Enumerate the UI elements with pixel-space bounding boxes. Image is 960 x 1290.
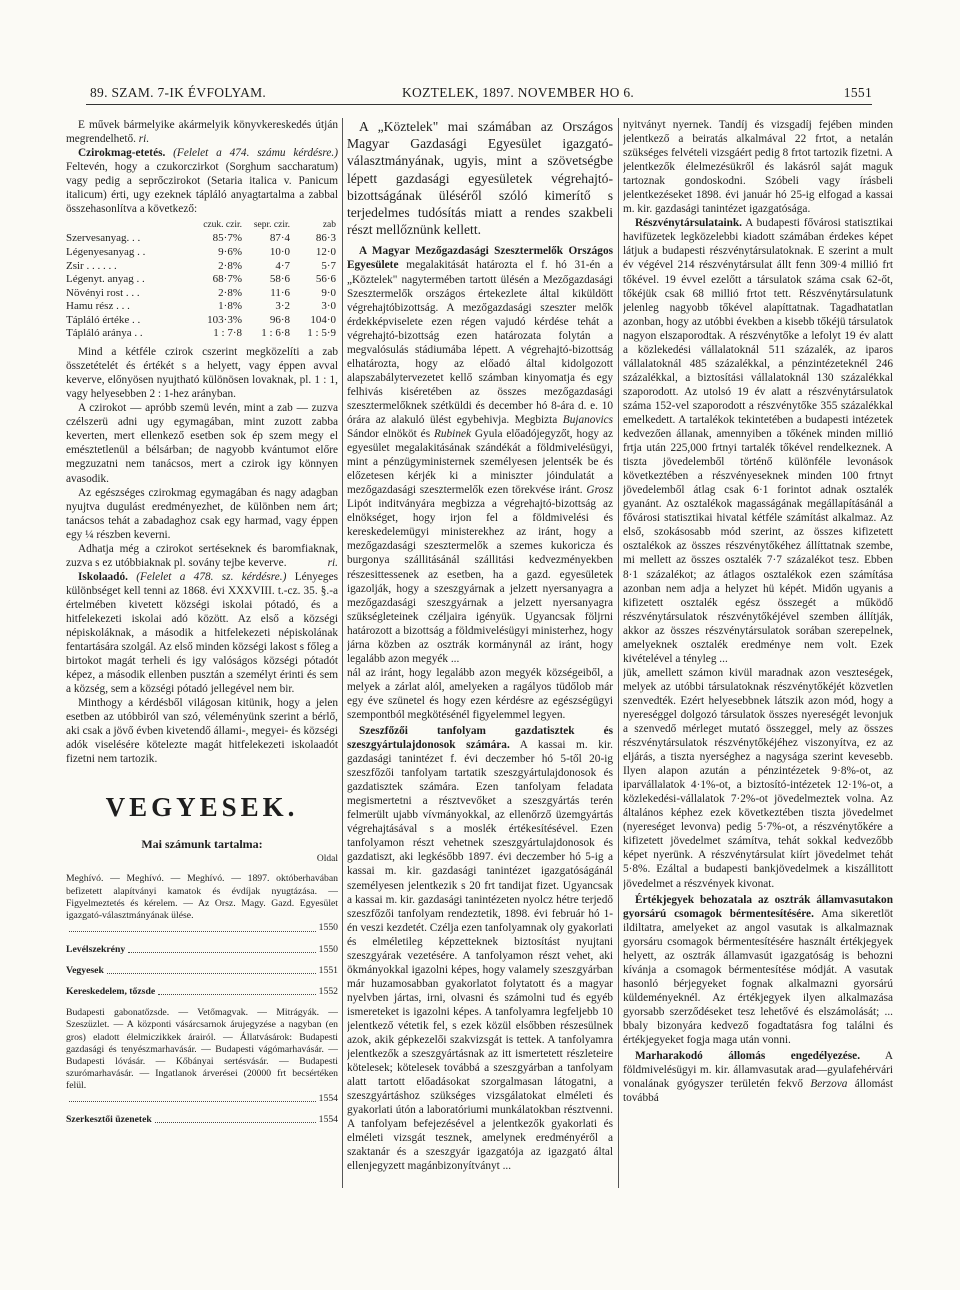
table-row: Növényi rost . . . 2·8% 11·6 9·0 bbox=[66, 286, 336, 299]
table-row: Légenyt. anyag . . 68·7% 58·6 56·6 bbox=[66, 273, 336, 286]
toc-entry: Vegyesek 1551 bbox=[66, 964, 338, 976]
paragraph: Mind a kétféle czirok cszerint megközelíti a zab összetételét és értékét s a helyett, vagy éppen avval keverve, előnyösen nyujtható különösen lovaknak, pl. 1 : 1, vagy helyesebben 2 : 1-hez arányban. bbox=[66, 346, 338, 401]
article-ertekjegyek: Értékjegyek behozatala az osztrák államvasutakon gyorsárú csomagok bérmentesítésére. Ama sikeretlöt ildiltatra, amelyeket az angol vasutak is alkalmaznak gyorsáru csomagok bérmentesítésére használt értékjegyek helyett, az osztrák államvasút igazgatóság is behozni kívánja a csomagok bérmentesítése módját. A vasutak hasonló bérjegyeket fognak alkalmazni gyorsárú küldeményeknél. Az értékjegyek ilyen alkalmazása gyorsabb szerződéseket tesz lehetővé és elszámolását; ... bbaly bizonyára kedvező fogadtatásra fog találni és értékjegyeket fogja maga után vonni. bbox=[623, 893, 893, 1047]
section-title: Marharakodó állomás engedélyezése. bbox=[635, 1050, 861, 1063]
page-number: 1551 bbox=[843, 85, 872, 100]
paragraph: Adhatja még a czirokot sertéseknek és baromfiaknak, zuzva s ez utóbbiaknak pl. sovány tejbe keverve. ri. bbox=[66, 542, 338, 569]
paragraph: E művek bármelyike akármelyik könyvkereskedés útján megrendelhető. ri. bbox=[66, 119, 338, 146]
toc-entry: Kereskedelem, tőzsde 1552 bbox=[66, 985, 338, 997]
section-title: Részvénytársulataink. bbox=[635, 217, 743, 230]
page-header bbox=[86, 82, 872, 105]
paragraph: Az egészséges czirokmag egymagában és nagy adagban nyujtva dugulást eredményezhet, de különben nem árt; tanácsos tehát a zabadaghoz csak egy harmad, vagy éppen egy ¼ részben keverni. bbox=[66, 486, 338, 541]
toc-page-label: Oldal bbox=[316, 854, 338, 865]
answer-iskolaado: Iskolaadó. (Felelet a 478. sz. kérdésre.) Lényeges különbséget kell tenni az 1868. évi XXXVIII. t.-cz. 35. §.-a értelmében kivetett községi iskolai pótadó, és a hitfelekezeti iskolai adó között. Az első a községi népiskoláknak, a második a hitfelekezeti népiskolának fentartására szolgál. Az első minden községi lakost s főleg a birtokot magát terheli és igy valóságos községi pótadót képez, a második ellenben pusztán a személyt érinti és sem a község, sem a községi pótadó jellegével nem bir. bbox=[66, 570, 338, 696]
paragraph: nyitványt nyernek. Tandíj és vizsgadíj fejében minden jelentkező a beiratás alkalmával 22 frtot, a netalán szükséges felvételi vizsgáért pedig 8 frtot tartozik fizetni. A jelentkezők élelmezésükről és lakásról saját maguk tartoznak gondoskodni. Szóbeli vagy írásbeli jelentkezéseket 1898. évi január hó 25-ig elfogad a kassai m. kir. gazdasági tanintézet igazgatósága. bbox=[623, 119, 893, 216]
table-row: Tápláló értéke . . 103·3% 96·8 104·0 bbox=[66, 313, 336, 326]
paragraph: Minthogy a kérdésből világosan kitünik, hogy a jelen esetben az utóbbiról van szó, véleményünk szerint a bérlő, aki csak a jövő évben kivetendő állami-, megyei- és községi adók viselésére kötelezte magát hitfelekezeti iskolaadót fizetni nem tartozik. bbox=[66, 697, 338, 766]
toc-entry: Meghívó. — Meghívó. — Meghívó. — 1897. októberhavában befizetett alapítványi kamatok és évdíjak nyugtázása. — Figyelmeztetés és kérelem. — Az Orsz. Magy. Gazd. Egyesület igazgató-választmányának ülése. 1550 bbox=[66, 873, 338, 934]
section-title: Iskolaadó. bbox=[78, 570, 137, 583]
lead-notice: A „Köztelek" mai számában az Országos Magyar Gazdasági Egyesület igazgató-választmányának, ugyis, mint a szövetségbe lépett gazdasági egyesületek végrehajtó-bizottságának üléséről szóló kimerítő s terjedelmes tudósítás miatt a rendes szakbeli részt mellőznünk kellett. bbox=[347, 119, 613, 238]
article-szesztermelok: A Magyar Mezőgazdasági Szesztermelők Országos Egyesülete megalakitását határozta el f. hó 31-én a „Köztelek" nagytermében tartott ülésén a Mezőgazdasági Szesztermelők országos értekezlete által kiküldött végrehajtóbizottság. A mezőgazdasági szeszter melők érdekképviselete ezen régen vajudó kérdése tehát a végrehajtó-bizottság ezen határozata folytán a megvalósulás stádiumába lépett. A végrehajtó-bizottság elhatározta, hogy az előadó által kidolgozott alapszabálytervezetet kellő számban kinyomatja és egy felhivás kiséretében az összes mezőgazdasági szesztermelőknek szétküldi és december hó 8-ára d. e. 10 órára az alakuló ülést egybehivja. Megbizta Bujanovics Sándor elnököt és Rubinek Gyula előadójegyzőt, hogy az egyesület megalakitásának szándékát a földmivelésügyi, mint a pénzügyministernek személyesen jelentsék be és előzetesen kérjék ki a miniszter jóindulatát a mezőgazdasági szesztermelők ezen törekvése iránt. Grosz Lipót inditványára megbizza a végrehajtó-bizottság az elnökséget, hogy irjon fel a földmivelési és kereskedelemügyi ministerekhez az iránt, hogy a mezőgazdasági szesztermelők a szemes kukoricza és burgonya szállitásánál szállitási kedvezményekben részesittessenek az esetben, ha a gazd. egyesületek igazolják, hogy a szeszgyárnak a jelzett nyersanyagra a mezőgazdasági szeszgyárnak a jelzett nyersanyagra szükségleteinek czéljaira igényük. Ugyancsak följrni határozott a bizottság a földmivelésügyi ministerhez, hogy járna közben az osztrák kormánynál az iránt, hogy legalább azon megyék ... bbox=[347, 245, 613, 665]
table-row: Zsir . . . . . . 2·8% 4·7 5·7 bbox=[66, 259, 336, 272]
section-title: Szeszfőzői tanfolyam gazdatisztek és szeszgyártulajdonosok számára. bbox=[347, 725, 613, 752]
article-szeszfozoi-tanfolyam: Szeszfőzői tanfolyam gazdatisztek és szeszgyártulajdonosok számára. A kassai m. kir. gazdasági tanintézet f. évi deczember hó 5-től 20-ig szeszfőzői tanfolyam tartatik szeszgyártulajdonosok és gazdatisztek számára. Ezen tanfolyam feladata megismertetni a résztvevőket a szeszgyártás terén felmerült ujabb vívmányokkal, az ellenőrző üzemgyártás végrehajtásával s a moslék értékesítésével. Ezen tanfolyamon részt vehetnek szeszgyártulajdonosok és gazdatiszt, aki legkésőbb 1897. évi deczember hó 5-ig a kassai m. kir. gazdasági tanintézet igazgatóságánál személyesen jelentkezik s 20 frt tandijat fizet. Ugyancsak a kassai m. kir. gazdasági tanintézeten nyolcz hétre terjedő szeszfőzői tanfolyam rendeztetik, 1898. évi február hó 1-én veszi kezdetét. Czélja ezen tanfolyamnak oly gyakorlati és elméletileg képzetteknek biztosítást nyujtani szeszgyárak vezetésére. A tanfolyamon részt vehet, aki ökmányokkal igazolni képes, hogy valamely szeszgyárban már huzamosabban gyakorlatot folytatott és a magyar nyelvben jártas, irni, olvasni és számolni tud és egyéb ismereteket is igazolni képes. A tanfolyamra legfeljebb 10 jelentkező vétetik fel, s ezek közül elsőbben részesülnek azok, akik gépkezelői szakvizsgát is tettek. A tanfolyamra jelentkezők a szeszgyártásnak az itt ismertetett részleteire kötelesek; kötelesek továbbá a szeszgyárban a tanfolyam alatt tartott előadásokat szorgalmasan látogatni, a szeszgyártáshoz szükséges vizsgálatokat elméleti és gyakorlati útón a laboratóriumi munkálatokban résztvenni. A tanfolyam befejezésével a jelentkezők gyakorlati és elméleti vizsgát tesznek, amelynek eredményéről a szaktanár és a szeszgyár igazgatója az igazgató által ellenjegyzett magánbizonyítványt ... bbox=[347, 725, 613, 1173]
paragraph: jük, amellett számon kivül maradnak azon veszteségek, melyek az utóbbi társulatoknak részvénytőkéjét közvetlen szenvedték. Ezért helyesebbnek látszik azon mód, hogy a nyereséggel dolgozó társulatok összes nyereségét levonjuk a szenvedő mérleget mutató összeggel, mely az összes részvénytársulatok részvénytőkéjéhez viszonyítva, ez az eljárás, a tiszta nyerséghez a nagysága szerint kevesebb. Ilyen alapon azután a pénzintézetek 9·8%-ot, az iparvállalatok 4·1%-ot, a biztosító-intézetek 12·1%-ot, a közlekedési-vállalatok 7·2%-ot jövedelmeztek volna. Az általános képhez ezek következtében tiszta jövedelmet (nyereséget levonva) pedig 5·7%-ot, a részvénytőkére a kifizetett jövedelmet számítva, tehát sokkal kedvezőbb képet nyerünk. A részvénytársulat kiírt jövedelmet tehát 5·8%. Ezáltal a budapesti bankjövedelmek a kiszállitott jövedelmet a részvények kivonat. bbox=[623, 666, 893, 890]
toc-entry: Levélszekrény 1550 bbox=[66, 943, 338, 955]
toc-title: Mai számunk tartalma: bbox=[141, 837, 263, 852]
table-row: Hamu rész . . . 1·8% 3·2 3·0 bbox=[66, 300, 336, 313]
section-title: Értékjegyek behozatala az osztrák államvasutakon gyorsárú csomagok bérmentesítésére. bbox=[623, 893, 893, 920]
column-middle bbox=[347, 118, 613, 1288]
article-marharakodo: Marharakodó állomás engedélyezése. A földmivelésügyi m. kir. államvasutak arad—gyulafehérvári vonalának gyógyszer területén fekvő Berzova állomást továbbá bbox=[623, 1050, 893, 1105]
table-row: Szervesanyag. . . 85·7% 87·4 86·3 bbox=[66, 232, 336, 245]
toc-entry: Szerkesztői üzenetek 1554 bbox=[66, 1113, 338, 1125]
answer-czirokmag: Czirokmag-etetés. (Felelet a 474. számu kérdésre.) Feltevén, hogy a czukorczirkot (Sorghum saccharatum) vagy pedig a seprőczirokot (Setaria italica v. Panicum italicum) érti, ugy ezeknek tápláló anyagtartalma a zabbal összehasonlítva a következő: bbox=[66, 147, 338, 216]
publication-date: KOZTELEK, 1897. NOVEMBER HO 6. bbox=[402, 85, 635, 100]
paragraph: A czirokot — apróbb szemü levén, mint a zab — zuzva czélszerü adni ugy egymagában, mint zuzott zabba keverten, mert ellenkező esetben sok ép szem megy el emésztetlenül a bélsárban; de nagyobb kvántumot előre megzuzatni nem tanácsos, mert a czirok igy könnyen avasodik. bbox=[66, 402, 338, 485]
section-title: Czirokmag-etetés. bbox=[78, 147, 174, 160]
column-left bbox=[66, 118, 338, 1188]
nutrient-table bbox=[66, 219, 338, 341]
table-row: Légenyesanyag . . 9·6% 10·0 12·0 bbox=[66, 245, 336, 258]
table-row: Tápláló aránya . . 1 : 7·8 1 : 6·8 1 : 5·9 bbox=[66, 327, 336, 340]
column-right bbox=[623, 118, 893, 1288]
toc-entry: Budapesti gabonatőzsde. — Vetőmagvak. — Mitrágyák. — Szeszüzlet. — A központi vásárcsarnok árujegyzése a nagyban (en gros) eladott élelmiczikkek árairól. — Állatvásárok: Budapesti gazdasági és tenyészmarhavásár. — Budapesti vágómarhavásár. — Budapesti lóvásár. — Kőbányai sertésvásár. — Budapesti szurómarhavásár. — Ingatlanok árverései (20000 frt becsértéken felül. 1554 bbox=[66, 1007, 338, 1104]
section-title: A Magyar Mezőgazdasági Szesztermelők Országos Egyesülete bbox=[347, 245, 613, 272]
column-rule bbox=[342, 118, 343, 1188]
table-header: czuk. czir. sepr. czir. zab bbox=[203, 220, 336, 231]
column-rule bbox=[618, 118, 619, 1188]
table-of-contents bbox=[66, 837, 338, 1125]
section-heading-vegyesek: VEGYESEK. bbox=[105, 792, 299, 823]
issue-number: 89. SZAM. 7-IK ÉVFOLYAM. bbox=[90, 85, 267, 100]
paragraph: nál az iránt, hogy legalább azon megyék községeiből, a melyek a zárlat alól, amelyeken a ragályos tüdőlob már egy éve szünetel és hogy ezen kérdésre az egészségügyi szempontból megkötésénél figyelemmel legyen. bbox=[347, 666, 613, 721]
article-reszvenytarsulatok: Részvénytársulataink. A budapesti fővárosi statisztikai havifüzetek legközelebbi kiadott számában érdekes képet látjuk a budapesti részvénytársulatoknak. E szerint a mult év végével 214 részvénytársulat állt fenn 309·4 millió frt tőkével. 19 évvel ezelőtt a társulatok száma csak 62-őt, tőkéjük csak 68 millió frtot tett. Részvénytársulatunk jelenleg nagyobb tőkével alapíttatnak. Tagadhatatlan azonban, hogy az utóbbi években a kisebb tőkéjü társulatok nagyon elszaporodtak. A részvénytőke a lefolyt 19 év alatt a közlekedési vállalatoknál 511 százalék, az iparos vállalatoknál 485 százalékkal, a pénzintézeteknél 246 százalékkal, a biztosítási vállalatoknál 130 százalékkal szaporodott. Az utolsó 19 év alatt a részvénytársulatok száma 152-vel szaporodott a részvénytőke 355 százalékkal emelkedett. A tartalékok tekintetében a budapesti intézetek kedvezően állanak, amennyiben a tőkének minden millió frtja után 225,000 frtnyi tartalék tőkével rendelkeznek. A tiszta jövedelemből történő különféle levonások következtében a részvényeseknek minden 100 frtnyt jövedelemből átlag csak 6·1 forintot adnak osztalék gyanánt. Az osztalékok magasságának megállapításánál a fővárosi statisztikai hivatal kétféle számítást alkalmaz. Az első, szokásosabb mód szerint, az összes kifizetett osztalékok az összes részvénytőkéhez állíttatnak szembe, mi mellett az összes osztalék 7·7 százalékot tesz. Ebben 8·1 százalékot; az átlagos osztalékok ezen számítása azonban nem adja a helyzet hü képét. Midőn ugyanis a kifizetett osztalék egész összegét a működő részvénytársulatok részvénytőkéjével szemben állítják, akkor az összes részvénytársulatok sorában szerepelnek, amelyeknek osztalék eredménye nem volt. Ezek kivételével a tényleg ... bbox=[623, 217, 893, 665]
